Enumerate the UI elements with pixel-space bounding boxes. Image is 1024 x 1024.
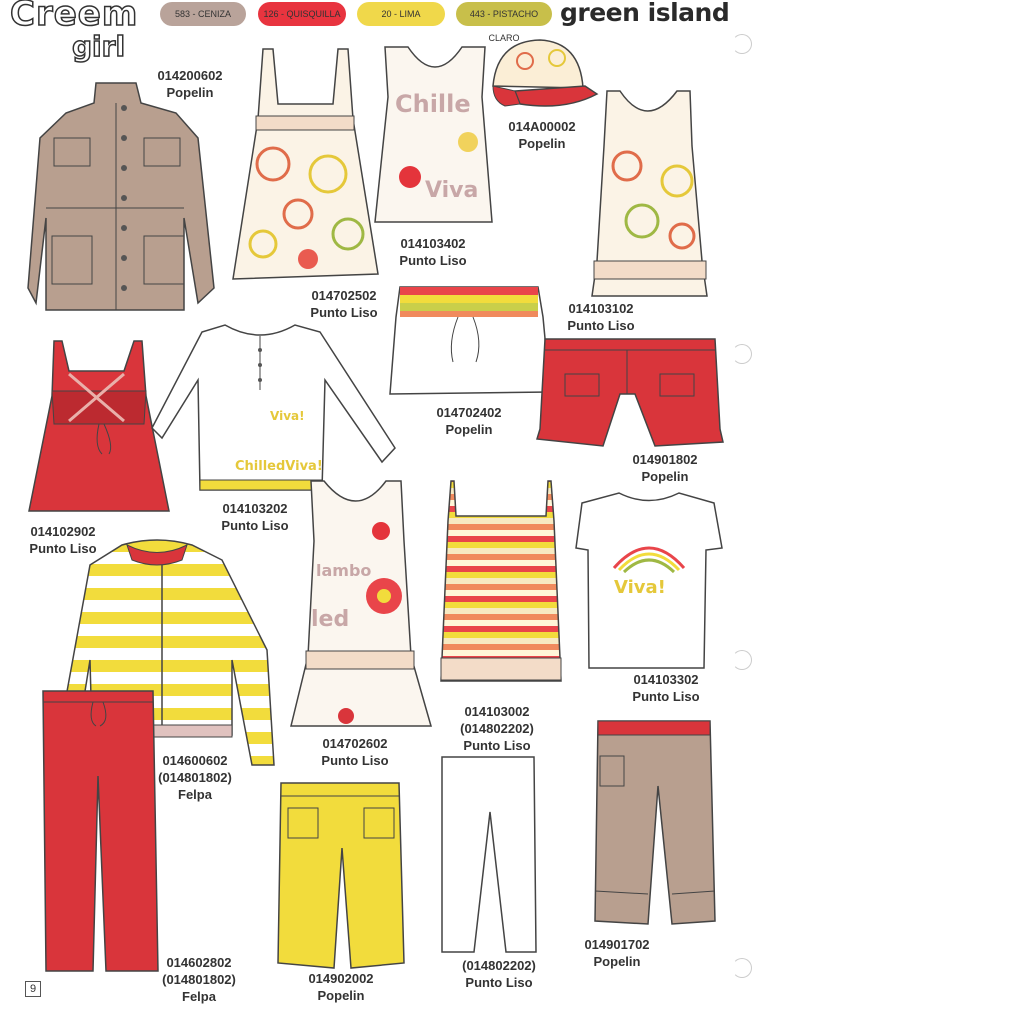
item-fabric: Punto Liso: [321, 753, 389, 768]
red-trousers-illustration: [38, 686, 163, 976]
item-label: [426, 404, 512, 438]
item-code-secondary: (014802202): [460, 721, 534, 736]
color-swatch-ceniza: 583 - CENIZA: [160, 2, 246, 26]
item-fabric: Punto Liso: [463, 738, 531, 753]
item-fabric: Punto Liso: [632, 689, 700, 704]
item-label: [558, 300, 644, 334]
ceniza-pants-illustration: [590, 716, 720, 928]
item-label: [454, 703, 540, 754]
item-label: [300, 287, 388, 321]
item-label: [623, 671, 709, 705]
item-fabric: Popelin: [445, 422, 493, 437]
svg-text:lambo: lambo: [316, 561, 372, 580]
item-label: [454, 957, 544, 991]
item-label: [298, 970, 384, 1004]
brand-logo-text: Creem: [10, 0, 139, 34]
white-tee-illustration: [574, 488, 724, 668]
item-code: 014102902: [30, 524, 96, 539]
color-swatch-lima: 20 - LIMA: [357, 2, 445, 26]
binder-hole: [732, 650, 752, 670]
printed-dress-illustration: [286, 476, 434, 732]
color-swatch-pistacho: 443 - PISTACHO CLARO: [456, 2, 552, 26]
item-code: (014802202): [462, 958, 536, 973]
brand-name-green-island: green island: [560, 0, 730, 27]
item-code: 014702402: [436, 405, 502, 420]
jacket-illustration: [26, 78, 226, 318]
item-fabric: Popelin: [593, 954, 641, 969]
floral-dress-illustration: [228, 44, 383, 289]
binder-hole: [732, 958, 752, 978]
item-code: 014901702: [584, 937, 650, 952]
red-shorts-illustration: [535, 334, 725, 454]
binder-hole: [732, 34, 752, 54]
item-label: [20, 523, 106, 557]
item-code: 014103102: [568, 301, 634, 316]
skirt-illustration: [388, 282, 553, 397]
item-label: [622, 451, 708, 485]
item-label: [500, 118, 584, 152]
svg-text:ChilledViva!: ChilledViva!: [235, 459, 323, 474]
white-leggings-illustration: [434, 752, 544, 957]
item-code: 014200602: [157, 68, 223, 83]
item-fabric: Popelin: [166, 85, 214, 100]
chilled-tank-illustration: [370, 42, 500, 232]
item-code-secondary: (014801802): [162, 972, 236, 987]
item-fabric: Punto Liso: [221, 518, 289, 533]
item-code: 014A00002: [508, 119, 576, 134]
svg-text:Chille: Chille: [395, 90, 471, 118]
item-fabric: Punto Liso: [29, 541, 97, 556]
binder-hole: [732, 344, 752, 364]
svg-text:led: led: [311, 607, 350, 632]
item-label: [152, 752, 238, 803]
page-number: 9: [25, 981, 41, 997]
item-code: 014702602: [322, 736, 388, 751]
item-fabric: Popelin: [518, 136, 566, 151]
item-label: [312, 735, 398, 769]
color-swatch-quisquilla: 126 - QUISQUILLA: [258, 2, 346, 26]
item-code: 014103402: [400, 236, 466, 251]
item-code: 014103002: [464, 704, 530, 719]
item-fabric: Punto Liso: [399, 253, 467, 268]
item-code: 014902002: [308, 971, 374, 986]
item-fabric: Popelin: [641, 469, 689, 484]
item-label: [156, 954, 242, 1005]
yellow-capri-illustration: [276, 778, 406, 973]
long-sleeve-tee-illustration: [150, 320, 400, 495]
svg-text:Viva!: Viva!: [614, 577, 666, 598]
item-code-secondary: (014801802): [158, 770, 232, 785]
svg-text:Viva!: Viva!: [270, 409, 305, 423]
item-label: [212, 500, 298, 534]
svg-text:Viva: Viva: [425, 178, 479, 203]
item-code: 014702502: [311, 288, 377, 303]
item-code: 014602802: [166, 955, 232, 970]
item-fabric: Popelin: [317, 988, 365, 1003]
item-fabric: Punto Liso: [310, 305, 378, 320]
floral-top-illustration: [582, 86, 722, 316]
brand-logo-subtext: girl: [72, 30, 126, 63]
item-fabric: Punto Liso: [465, 975, 533, 990]
striped-tank-illustration: [436, 476, 576, 701]
item-code: 014103302: [633, 672, 699, 687]
item-fabric: Felpa: [178, 787, 212, 802]
item-fabric: Punto Liso: [567, 318, 635, 333]
item-code: 014901802: [632, 452, 698, 467]
brand-logo: [10, 0, 160, 70]
item-label: [390, 235, 476, 269]
item-code: 014600602: [162, 753, 228, 768]
item-fabric: Felpa: [182, 989, 216, 1004]
item-label: [148, 67, 232, 101]
item-label: [574, 936, 660, 970]
item-code: 014103202: [222, 501, 288, 516]
